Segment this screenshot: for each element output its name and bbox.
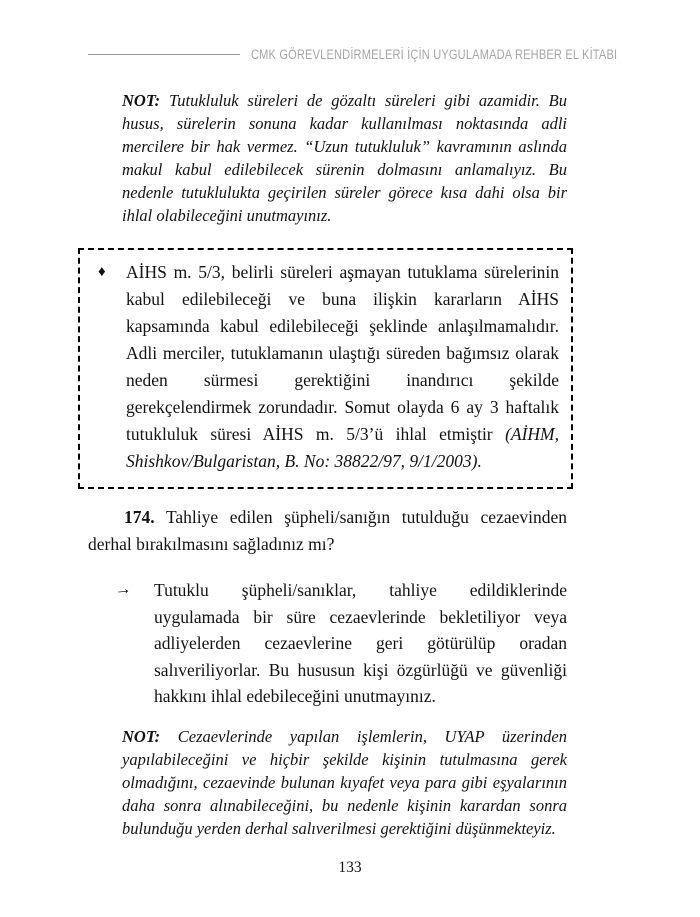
note-text: Tutukluluk süreleri de gözaltı süreleri gibi azamidir. Bu husus, sürelerin sonuna kadar kullanılması noktasında adli mercilere bir hak vermez. “Uzun tutukluluk” kavramının aslında makul kabul edilebilecek sürenin dolmasını anlamalıyız. Bu nedenle tutuklulukta geçirilen süreler görece kısa dahi olsa bir ihlal olabileceğini unutmayınız.: [122, 91, 567, 225]
arrow-bullet-icon: →: [113, 578, 133, 600]
diamond-bullet-icon: ♦: [98, 264, 106, 280]
question-number: 174.: [124, 507, 155, 527]
box-body-text: AİHS m. 5/3, belirli süreleri aşmayan tutuklama sürelerinin kabul edilebileceği ve buna ilişkin kararların AİHS kapsamında kabul edilebileceği şeklinde anlaşılmamalıdır. Adli merciler, tutuklamanın ulaştığı süreden bağımsız olarak neden sürmesi gerektiğini inandırıcı şekilde gerekçelendirmek zorundadır. Somut olayda 6 ay 3 haftalık tutukluluk süresi AİHS m. 5/3’ü ihlal etmiştir: [126, 262, 559, 444]
page-header: [88, 0, 618, 62]
note-paragraph-1: [122, 89, 567, 227]
page-number: 133: [338, 859, 362, 876]
highlight-box: [78, 248, 573, 489]
box-text: [126, 259, 559, 475]
arrow-list-item: [113, 577, 567, 710]
arrow-item-text: Tutuklu şüpheli/sanıklar, tahliye edildiklerinde uygulamada bir süre cezaevlerinde bekletiliyor veya adliyelerden cezaevlerine geri götürülüp oradan salıveriliyorlar. Bu hususun kişi özgürlüğü ve güvenliği hakkını ihlal edebileceğini unutmayınız.: [154, 580, 567, 706]
question-text: Tahliye edilen şüpheli/sanığın tutulduğu cezaevinden derhal bırakılmasını sağladınız mı?: [88, 507, 567, 554]
note-label: NOT:: [122, 91, 161, 110]
page-content: [88, 0, 618, 840]
note-text: Cezaevlerinde yapılan işlemlerin, UYAP üzerinden yapılabileceğini ve hiçbir şekilde kişinin tutulmasına gerek olmadığını, cezaevinde bulunan kıyafet veya para gibi eşyalarının daha sonra alınabileceğini, bu nedenle kişinin karardan sonra bulunduğu yerden derhal salıverilmesi gerektiğini düşünmekteyiz.: [122, 726, 567, 838]
header-rule: [88, 54, 240, 55]
running-header-title: CMK GÖREVLENDİRMELERİ İÇİN UYGULAMADA REHBER EL KİTABI: [251, 46, 618, 62]
note-paragraph-2: [122, 725, 567, 840]
note-label: NOT:: [122, 726, 161, 746]
citation-text: (AİHM, Shishkov/Bulgaristan, B. No: 38822/97, 9/1/2003).: [126, 424, 559, 471]
question-paragraph: [88, 504, 567, 558]
